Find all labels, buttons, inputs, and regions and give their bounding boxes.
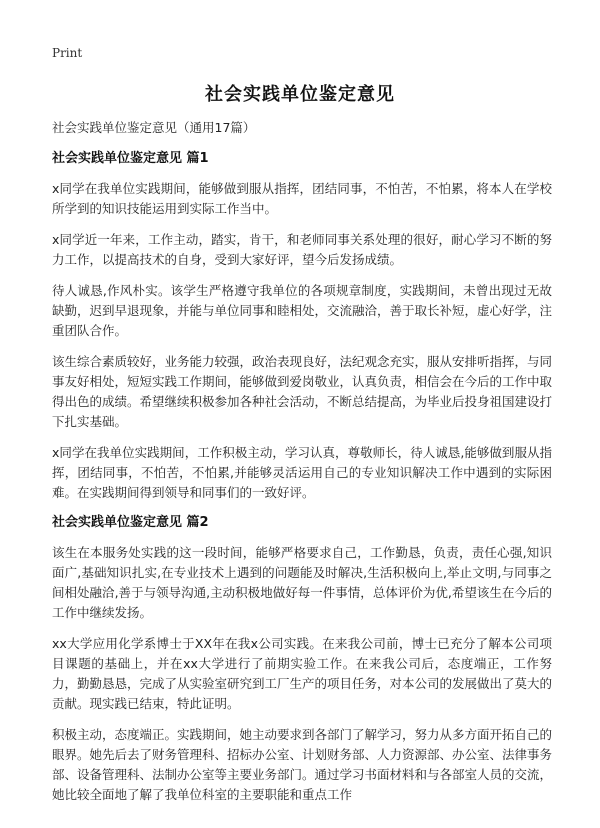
document-subtitle: 社会实践单位鉴定意见（通用17篇） xyxy=(52,120,256,135)
section-heading-2: 社会实践单位鉴定意见 篇2 xyxy=(52,515,209,530)
paragraph: x同学近一年来，工作主动，踏实，肯干，和老师同事关系处理的很好，耐心学习不断的努力工作，以提高技术的自身，受到大家好评，望今后发扬成绩。 xyxy=(52,232,552,267)
paragraph: 该生综合素质较好，业务能力较强，政治表现良好，法纪观念充实，服从安排听指挥，与同事友好相处，短短实践工作期间，能够做到爱岗敬业，认真负责，相信会在今后的工作中取得出色的成绩。希望继续积极参加各种社会活动，不断总结提高，为毕业后投身祖国建设打下扎实基础。 xyxy=(52,354,553,429)
page-title: 社会实践单位鉴定意见 xyxy=(205,84,395,105)
paragraph: xx大学应用化学系博士于XX年在我x公司实践。在来我公司前，博士已充分了解本公司项目课题的基础上，并在xx大学进行了前期实验工作。在来我公司后，态度端正，工作努力，勤勤恳恳，完成了从实验室研究到工厂生产的项目任务，对本公司的发展做出了莫大的贡献。现实践已结束，特此证明。 xyxy=(52,636,553,711)
paragraph: 待人诚恳,作风朴实。该学生严格遵守我单位的各项规章制度，实践期间，未曾出现过无故缺勤，迟到早退现象，并能与单位同事和睦相处，交流融洽，善于取长补短，虚心好学，注重团队合作。 xyxy=(52,283,553,338)
section-heading-1: 社会实践单位鉴定意见 篇1 xyxy=(52,151,209,166)
document-body xyxy=(52,120,552,816)
paragraph: 积极主动，态度端正。实践期间，她主动要求到各部门了解学习，努力从多方面开拓自己的眼界。她先后去了财务管理科、招标办公室、计划财务部、人力资源部、办公室、法律事务部、设备管理科、法制办公室等主要业务部门。通过学习书面材料和与各部室人员的交流，她比较全面地了解了我单位科室的主要职能和重点工作 xyxy=(52,727,553,802)
print-link[interactable]: Print xyxy=(52,46,83,60)
paragraph: 该生在本服务处实践的这一段时间，能够严格要求自己，工作勤恳，负责，责任心强,知识面广,基础知识扎实,在专业技术上遇到的问题能及时解决,生活积极向上,举止文明,与同事之间相处融洽,善于与领导沟通,主动积极地做好每一件事情，总体评价为优,希望该生在今后的工作中继续发扬。 xyxy=(52,545,552,620)
paragraph: x同学在我单位实践期间，工作积极主动，学习认真，尊敬师长，待人诚恳,能够做到服从指挥，团结同事，不怕苦，不怕累,并能够灵活运用自己的专业知识解决工作中遇到的实际困难。在实践期间得到领导和同事们的一致好评。 xyxy=(52,445,552,500)
paragraph: x同学在我单位实践期间，能够做到服从指挥，团结同事，不怕苦，不怕累，将本人在学校所学到的知识技能运用到实际工作当中。 xyxy=(52,181,552,216)
